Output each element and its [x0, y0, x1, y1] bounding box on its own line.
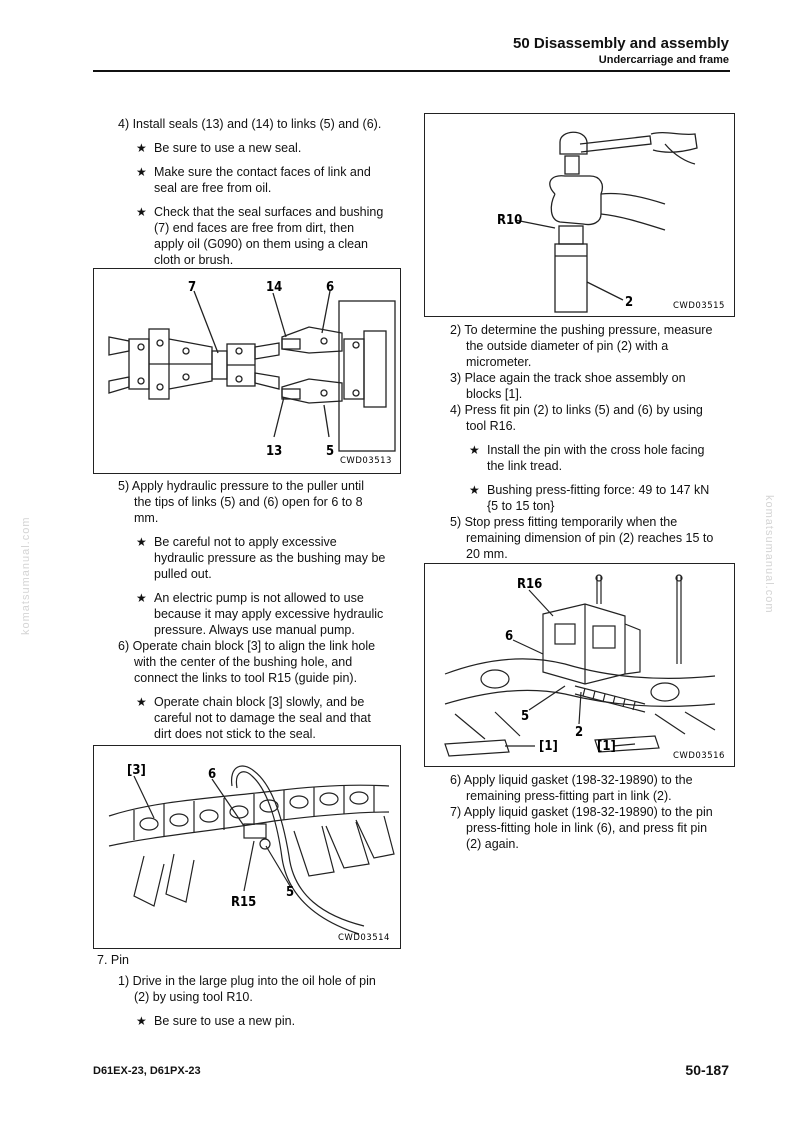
step-5-line-1: 5) Apply hydraulic pressure to the puller until — [118, 479, 364, 493]
figure-label-r15: R15 — [231, 895, 257, 910]
star-icon: ★ — [136, 535, 147, 549]
note-contact-faces-2: seal are free from oil. — [154, 181, 272, 195]
figure-cwd03515 — [424, 113, 735, 317]
note-cross-hole-1: Install the pin with the cross hole facing — [487, 443, 705, 457]
note-seal-surfaces-2: (7) end faces are free from dirt, then — [154, 221, 355, 235]
step-7-1-line-2: (2) by using tool R10. — [134, 990, 253, 1004]
figure-label-2: 2 — [575, 725, 584, 740]
right-step-7-line-2: press-fitting hole in link (6), and press fit pin — [466, 821, 708, 835]
note-cross-hole-2: the link tread. — [487, 459, 563, 473]
figure-label-7: 7 — [188, 280, 197, 295]
note-excessive-pressure-3: pulled out. — [154, 567, 212, 581]
figure-cwd03516-drawing — [425, 564, 734, 766]
right-step-4-line-1: 4) Press fit pin (2) to links (5) and (6) by using — [450, 403, 703, 417]
right-step-7-line-3: (2) again. — [466, 837, 519, 851]
figure-code: CWD03513 — [340, 456, 392, 466]
step-7-1-line-1: 1) Drive in the large plug into the oil hole of pin — [118, 974, 376, 988]
figure-cwd03516 — [424, 563, 735, 767]
figure-label-6: 6 — [505, 629, 514, 644]
section-subtitle: Undercarriage and frame — [598, 54, 729, 66]
figure-label-r16: R16 — [517, 577, 543, 592]
right-step-5-line-2: remaining dimension of pin (2) reaches 15 to — [466, 531, 714, 545]
figure-cwd03514 — [93, 745, 401, 949]
figure-code: CWD03516 — [673, 751, 725, 761]
figure-label-chain-block: [3] — [127, 763, 146, 778]
figure-label-r10: R10 — [497, 213, 523, 228]
star-icon: ★ — [136, 1014, 147, 1028]
note-chain-block-3: dirt does not stick to the seal. — [154, 727, 316, 741]
note-new-pin: Be sure to use a new pin. — [154, 1014, 296, 1028]
right-step-3-line-1: 3) Place again the track shoe assembly on — [450, 371, 686, 385]
note-electric-pump-3: pressure. Always use manual pump. — [154, 623, 355, 637]
right-step-7-line-1: 7) Apply liquid gasket (198-32-19890) to the pin — [450, 805, 713, 819]
right-step-2-line-3: micrometer. — [466, 355, 532, 369]
right-step-2-line-2: the outside diameter of pin (2) with a — [466, 339, 669, 353]
note-electric-pump-2: because it may apply excessive hydraulic — [154, 607, 384, 621]
figure-cwd03513-drawing — [94, 269, 400, 473]
figure-cwd03513 — [93, 268, 401, 474]
right-step-6-line-2: remaining press-fitting part in link (2). — [466, 789, 672, 803]
note-chain-block-2: careful not to damage the seal and that — [154, 711, 371, 725]
figure-label-5: 5 — [286, 885, 295, 900]
note-new-seal: Be sure to use a new seal. — [154, 141, 302, 155]
figure-code: CWD03515 — [673, 301, 725, 311]
star-icon: ★ — [469, 443, 480, 457]
figure-label-block-1: [1] — [539, 739, 558, 754]
right-step-6-line-1: 6) Apply liquid gasket (198-32-19890) to the — [450, 773, 693, 787]
note-seal-surfaces-3: apply oil (G090) on them using a clean — [154, 237, 369, 251]
star-icon: ★ — [136, 165, 147, 179]
star-icon: ★ — [469, 483, 480, 497]
star-icon: ★ — [136, 205, 147, 219]
figure-label-5: 5 — [326, 444, 335, 459]
note-chain-block-1: Operate chain block [3] slowly, and be — [154, 695, 365, 709]
right-step-2-line-1: 2) To determine the pushing pressure, measure — [450, 323, 713, 337]
page-number: 50-187 — [685, 1062, 729, 1078]
figure-label-14: 14 — [266, 280, 283, 295]
note-press-force-2: {5 to 15 ton} — [487, 499, 555, 513]
step-4: 4) Install seals (13) and (14) to links (5) and (6). — [118, 117, 382, 131]
figure-label-13: 13 — [266, 444, 283, 459]
figure-label-5: 5 — [521, 709, 530, 724]
step-6-line-1: 6) Operate chain block [3] to align the link hole — [118, 639, 376, 653]
note-excessive-pressure-1: Be careful not to apply excessive — [154, 535, 337, 549]
star-icon: ★ — [136, 591, 147, 605]
footer-model: D61EX-23, D61PX-23 — [93, 1065, 201, 1077]
note-electric-pump-1: An electric pump is not allowed to use — [154, 591, 364, 605]
note-press-force-1: Bushing press-fitting force: 49 to 147 kN — [487, 483, 710, 497]
step-5-line-3: mm. — [134, 511, 159, 525]
header-rule — [93, 70, 730, 72]
watermark-right: komatsumanual.com — [763, 495, 775, 614]
note-excessive-pressure-2: hydraulic pressure as the bushing may be — [154, 551, 386, 565]
step-6-line-3: connect the links to tool R15 (guide pin). — [134, 671, 358, 685]
right-step-4-line-2: tool R16. — [466, 419, 517, 433]
figure-label-6: 6 — [208, 767, 217, 782]
figure-label-2: 2 — [625, 295, 634, 310]
figure-cwd03515-drawing — [425, 114, 734, 316]
right-step-3-line-2: blocks [1]. — [466, 387, 523, 401]
figure-label-block-2: [1] — [597, 739, 616, 754]
step-7-heading: 7. Pin — [97, 953, 129, 967]
figure-code: CWD03514 — [338, 933, 390, 943]
star-icon: ★ — [136, 141, 147, 155]
watermark-left: komatsumanual.com — [20, 516, 32, 635]
step-5-line-2: the tips of links (5) and (6) open for 6 to 8 — [134, 495, 363, 509]
figure-cwd03514-drawing — [94, 746, 400, 948]
right-step-5-line-1: 5) Stop press fitting temporarily when the — [450, 515, 678, 529]
star-icon: ★ — [136, 695, 147, 709]
figure-label-6: 6 — [326, 280, 335, 295]
note-contact-faces-1: Make sure the contact faces of link and — [154, 165, 371, 179]
note-seal-surfaces-1: Check that the seal surfaces and bushing — [154, 205, 384, 219]
note-seal-surfaces-4: cloth or brush. — [154, 253, 234, 267]
right-step-5-line-3: 20 mm. — [466, 547, 508, 561]
step-6-line-2: with the center of the bushing hole, and — [134, 655, 353, 669]
section-title: 50 Disassembly and assembly — [513, 35, 729, 52]
